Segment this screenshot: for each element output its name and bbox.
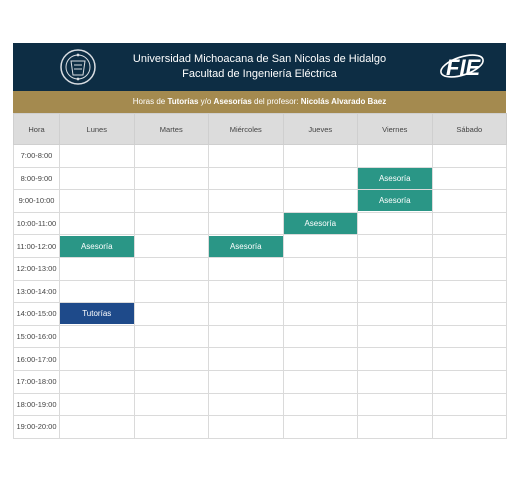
table-row bbox=[14, 303, 507, 326]
schedule-cell bbox=[60, 212, 135, 235]
schedule-cell bbox=[209, 325, 284, 348]
schedule-cell bbox=[134, 303, 209, 326]
table-row bbox=[14, 325, 507, 348]
asesoria-block: Asesoría bbox=[284, 213, 358, 234]
schedule-cell bbox=[358, 257, 433, 280]
schedule-cell bbox=[283, 348, 358, 371]
schedule-cell bbox=[358, 145, 433, 168]
schedule-cell bbox=[134, 416, 209, 439]
schedule-cell bbox=[209, 190, 284, 213]
schedule-cell bbox=[432, 348, 507, 371]
schedule-cell bbox=[209, 303, 284, 326]
hour-cell: 11:00-12:00 bbox=[14, 235, 60, 258]
schedule-cell bbox=[432, 145, 507, 168]
schedule-body bbox=[14, 145, 507, 439]
schedule-cell bbox=[60, 190, 135, 213]
column-header-4: Jueves bbox=[283, 114, 358, 145]
schedule-cell bbox=[60, 416, 135, 439]
schedule-sheet bbox=[13, 43, 506, 439]
schedule-cell bbox=[134, 167, 209, 190]
schedule-cell bbox=[209, 280, 284, 303]
schedule-cell bbox=[209, 393, 284, 416]
schedule-cell bbox=[358, 212, 433, 235]
table-row bbox=[14, 235, 507, 258]
schedule-cell bbox=[358, 416, 433, 439]
schedule-cell bbox=[283, 303, 358, 326]
schedule-cell bbox=[432, 212, 507, 235]
schedule-cell bbox=[209, 145, 284, 168]
hour-cell: 10:00-11:00 bbox=[14, 212, 60, 235]
hour-cell: 17:00-18:00 bbox=[14, 370, 60, 393]
schedule-cell bbox=[60, 325, 135, 348]
schedule-cell bbox=[209, 212, 284, 235]
schedule-cell bbox=[283, 370, 358, 393]
faculty-name: Facultad de Ingeniería Eléctrica bbox=[182, 68, 337, 80]
table-row bbox=[14, 393, 507, 416]
schedule-cell bbox=[432, 303, 507, 326]
schedule-cell bbox=[134, 325, 209, 348]
schedule-cell bbox=[358, 235, 433, 258]
schedule-cell bbox=[358, 348, 433, 371]
schedule-cell bbox=[134, 370, 209, 393]
hour-cell: 18:00-19:00 bbox=[14, 393, 60, 416]
asesoria-block: Asesoría bbox=[358, 190, 432, 211]
header-row bbox=[14, 114, 507, 145]
fie-logo bbox=[438, 49, 486, 83]
subtitle-mid2: del profesor: bbox=[251, 97, 301, 106]
schedule-cell bbox=[358, 393, 433, 416]
column-header-5: Viernes bbox=[358, 114, 433, 145]
header-titles bbox=[13, 52, 506, 82]
schedule-cell bbox=[283, 167, 358, 190]
table-row bbox=[14, 190, 507, 213]
table-row bbox=[14, 145, 507, 168]
schedule-cell bbox=[60, 303, 135, 326]
column-header-1: Lunes bbox=[60, 114, 135, 145]
schedule-cell bbox=[432, 235, 507, 258]
schedule-table bbox=[13, 113, 507, 439]
subtitle-tutorias: Tutorías bbox=[167, 97, 199, 106]
schedule-cell bbox=[283, 393, 358, 416]
schedule-cell bbox=[134, 257, 209, 280]
subtitle-pre: Horas de bbox=[132, 97, 168, 106]
schedule-cell bbox=[134, 393, 209, 416]
table-row bbox=[14, 370, 507, 393]
schedule-cell bbox=[432, 325, 507, 348]
schedule-cell bbox=[60, 348, 135, 371]
svg-text:FIE: FIE bbox=[446, 55, 481, 80]
schedule-cell bbox=[209, 348, 284, 371]
table-row bbox=[14, 416, 507, 439]
column-header-3: Miércoles bbox=[209, 114, 284, 145]
column-header-0: Hora bbox=[14, 114, 60, 145]
schedule-cell bbox=[432, 257, 507, 280]
schedule-cell bbox=[134, 348, 209, 371]
asesoria-block: Asesoría bbox=[358, 168, 432, 189]
schedule-cell bbox=[432, 167, 507, 190]
schedule-cell bbox=[358, 190, 433, 213]
hour-cell: 15:00-16:00 bbox=[14, 325, 60, 348]
hour-cell: 9:00-10:00 bbox=[14, 190, 60, 213]
schedule-cell bbox=[60, 167, 135, 190]
hour-cell: 8:00-9:00 bbox=[14, 167, 60, 190]
schedule-cell bbox=[432, 416, 507, 439]
schedule-cell bbox=[358, 280, 433, 303]
schedule-cell bbox=[432, 190, 507, 213]
schedule-cell bbox=[283, 190, 358, 213]
schedule-cell bbox=[60, 280, 135, 303]
table-row bbox=[14, 167, 507, 190]
schedule-cell bbox=[432, 280, 507, 303]
university-name: Universidad Michoacana de San Nicolas de Hidalgo bbox=[132, 53, 387, 65]
table-row bbox=[14, 212, 507, 235]
asesoria-block: Asesoría bbox=[60, 236, 134, 257]
schedule-cell bbox=[209, 416, 284, 439]
schedule-cell bbox=[283, 212, 358, 235]
schedule-cell bbox=[283, 280, 358, 303]
column-header-2: Martes bbox=[134, 114, 209, 145]
schedule-cell bbox=[283, 325, 358, 348]
schedule-cell bbox=[283, 235, 358, 258]
schedule-cell bbox=[283, 416, 358, 439]
header-banner bbox=[13, 43, 506, 91]
hour-cell: 12:00-13:00 bbox=[14, 257, 60, 280]
tutorias-block: Tutorías bbox=[60, 303, 134, 324]
table-row bbox=[14, 280, 507, 303]
schedule-cell bbox=[432, 370, 507, 393]
schedule-cell bbox=[134, 280, 209, 303]
hour-cell: 14:00-15:00 bbox=[14, 303, 60, 326]
hour-cell: 13:00-14:00 bbox=[14, 280, 60, 303]
column-header-6: Sábado bbox=[432, 114, 507, 145]
asesoria-block: Asesoría bbox=[209, 236, 283, 257]
schedule-cell bbox=[134, 235, 209, 258]
hour-cell: 7:00-8:00 bbox=[14, 145, 60, 168]
table-row bbox=[14, 348, 507, 371]
schedule-cell bbox=[209, 370, 284, 393]
schedule-cell bbox=[358, 325, 433, 348]
hour-cell: 16:00-17:00 bbox=[14, 348, 60, 371]
schedule-cell bbox=[358, 370, 433, 393]
schedule-cell bbox=[60, 393, 135, 416]
schedule-cell bbox=[60, 145, 135, 168]
professor-name: Nicolás Alvarado Baez bbox=[300, 97, 387, 106]
schedule-cell bbox=[209, 235, 284, 258]
schedule-cell bbox=[134, 145, 209, 168]
schedule-cell bbox=[134, 190, 209, 213]
schedule-cell bbox=[358, 167, 433, 190]
subtitle-asesorias: Asesorías bbox=[213, 97, 252, 106]
subtitle-bar bbox=[13, 91, 506, 113]
schedule-cell bbox=[60, 257, 135, 280]
hour-cell: 19:00-20:00 bbox=[14, 416, 60, 439]
schedule-cell bbox=[283, 145, 358, 168]
schedule-cell bbox=[134, 212, 209, 235]
schedule-cell bbox=[358, 303, 433, 326]
subtitle-mid1: y/o bbox=[198, 97, 214, 106]
schedule-cell bbox=[209, 167, 284, 190]
schedule-cell bbox=[60, 235, 135, 258]
schedule-cell bbox=[432, 393, 507, 416]
schedule-cell bbox=[60, 370, 135, 393]
table-row bbox=[14, 257, 507, 280]
schedule-cell bbox=[283, 257, 358, 280]
schedule-cell bbox=[209, 257, 284, 280]
